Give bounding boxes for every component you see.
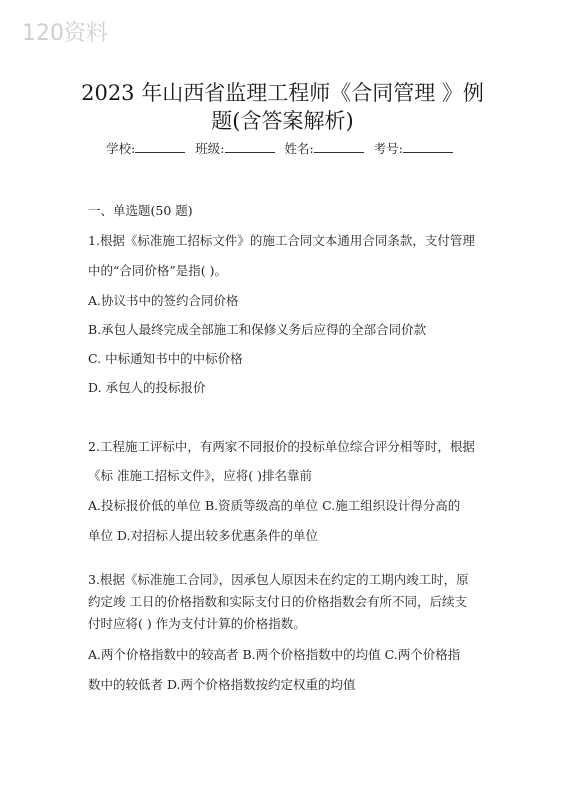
number-blank <box>403 141 453 153</box>
question-1-option-a: A.协议书中的签约合同价格 <box>88 293 239 308</box>
question-3-stem-line-3: 付时应将( ) 作为支付计算的价格指数。 <box>88 616 306 631</box>
watermark-logo: 120资料 <box>22 21 108 46</box>
question-1-option-d: D. 承包人的投标报价 <box>88 380 206 395</box>
document-title-line2: 题(含答案解析) <box>211 109 354 133</box>
question-1-option-c: C. 中标通知书中的中标价格 <box>88 351 243 366</box>
name-blank <box>314 141 364 153</box>
document-title-line1: 2023 年山西省监理工程师《合同管理 》例 <box>81 81 484 105</box>
question-1-option-b: B.承包人最终完成全部施工和保修义务后应得的全部合同价款 <box>88 322 427 337</box>
class-blank <box>225 141 275 153</box>
question-1-stem-line-2: 中的“合同价格”是指( )。 <box>88 263 228 278</box>
number-label: 考号: <box>373 141 403 156</box>
question-3-options-line-1: A.两个价格指数中的较高者 B.两个价格指数中的均值 C.两个价格指 <box>88 647 461 662</box>
question-2-options-line-2: 单位 D.对招标人提出较多优惠条件的单位 <box>88 528 319 543</box>
question-3-stem-line-1: 3.根据《标准施工合同》，因承包人原因未在约定的工期内竣工时，原 <box>88 572 469 587</box>
question-1-stem-line-1: 1.根据《标准施工招标文件》的施工合同文本通用合同条款，支付管理 <box>88 233 475 248</box>
question-3-options-line-2: 数中的较低者 D.两个价格指数按约定权重的均值 <box>88 677 356 692</box>
question-2-stem-line-2: 《标 准施工招标文件》，应将( )排名靠前 <box>88 468 312 483</box>
question-3-stem-line-2: 约定竣 工日的价格指数和实际支付日的价格指数会有所不同，后续支 <box>88 594 467 609</box>
question-2-stem-line-1: 2.工程施工评标中，有两家不同报价的投标单位综合评分相等时，根据 <box>88 439 475 454</box>
school-label: 学校: <box>106 141 136 156</box>
name-label: 姓名: <box>284 141 314 156</box>
question-2-options-line-1: A.投标报价低的单位 B.资质等级高的单位 C.施工组织设计得分高的 <box>88 498 461 513</box>
student-info-row <box>0 139 565 157</box>
section-heading: 一、单选题(50 题) <box>88 203 193 218</box>
class-label: 班级: <box>195 141 225 156</box>
school-blank <box>135 141 185 153</box>
